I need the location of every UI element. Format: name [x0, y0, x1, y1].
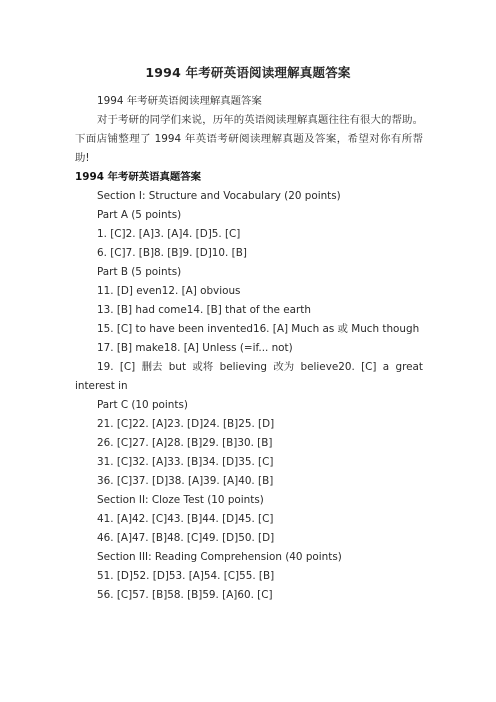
answer-line: Section III: Reading Comprehension (40 points) — [97, 551, 342, 563]
answer-line: 15. [C] to have been invented16. [A] Much as 或 Much though — [97, 323, 420, 335]
answer-line: 51. [D]52. [D]53. [A]54. [C]55. [B] — [97, 570, 275, 582]
answer-line: 26. [C]27. [A]28. [B]29. [B]30. [B] — [97, 437, 273, 449]
answer-line: Part B (5 points) — [97, 266, 182, 278]
answer-line: Part C (10 points) — [97, 399, 188, 411]
answer-line: 1. [C]2. [A]3. [A]4. [D]5. [C] — [97, 228, 241, 240]
answer-line: Section I: Structure and Vocabulary (20 points) — [97, 190, 341, 202]
document-body — [75, 92, 423, 605]
answer-line: Part A (5 points) — [97, 209, 182, 221]
answer-line-19: 19. [C] 删去 but 或将 believing 改为 believe20. [C] a great — [97, 361, 423, 373]
answer-line: 21. [C]22. [A]23. [D]24. [B]25. [D] — [97, 418, 275, 430]
answer-line: Section II: Cloze Test (10 points) — [97, 494, 264, 506]
document-title: 1994 年考研英语阅读理解真题答案 — [145, 65, 351, 80]
intro-paragraph: 对于考研的同学们来说，历年的英语阅读理解真题往往有很大的帮助。下面店铺整理了 1994 年英语考研阅读理解真题及答案，希望对你有所帮助! — [75, 114, 423, 164]
answer-line: 41. [A]42. [C]43. [B]44. [D]45. [C] — [97, 513, 274, 525]
answer-line: 31. [C]32. [A]33. [B]34. [D]35. [C] — [97, 456, 274, 468]
answer-line: 6. [C]7. [B]8. [B]9. [D]10. [B] — [97, 247, 247, 259]
answer-line: 17. [B] make18. [A] Unless (=if... not) — [97, 342, 293, 354]
answer-line: 46. [A]47. [B]48. [C]49. [D]50. [D] — [97, 532, 275, 544]
answer-line: 13. [B] had come14. [B] that of the earth — [97, 304, 311, 316]
answer-line-19-continued: interest in — [75, 380, 128, 392]
answer-line: 56. [C]57. [B]58. [B]59. [A]60. [C] — [97, 589, 273, 601]
answer-line: 11. [D] even12. [A] obvious — [97, 285, 241, 297]
document-subtitle: 1994 年考研英语阅读理解真题答案 — [97, 95, 262, 107]
answer-line: 36. [C]37. [D]38. [A]39. [A]40. [B] — [97, 475, 274, 487]
section-heading: 1994 年考研英语真题答案 — [75, 171, 202, 183]
